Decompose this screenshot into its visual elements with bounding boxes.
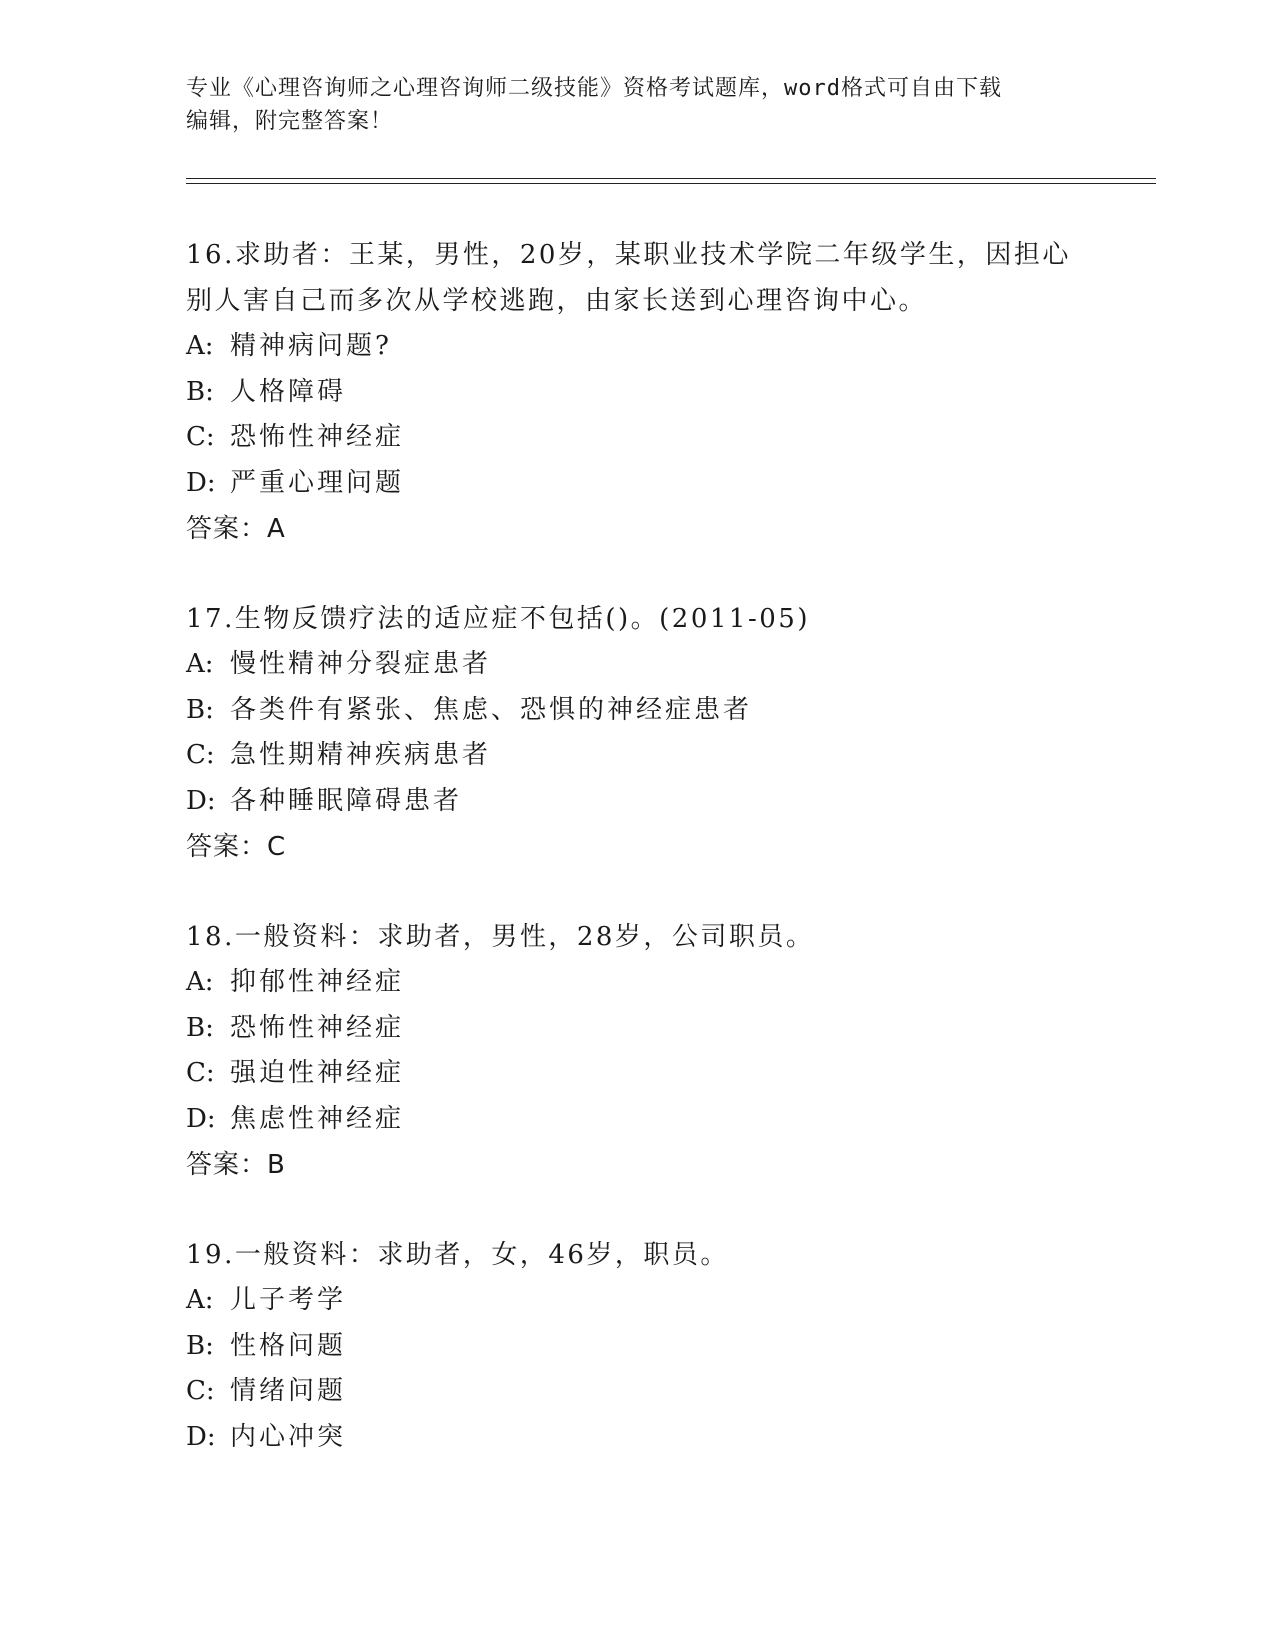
question-16 (186, 232, 1156, 552)
question-18 (186, 914, 1156, 1188)
option-letter: D: (186, 467, 216, 498)
option-c (186, 733, 1156, 779)
question-stem (186, 1232, 1086, 1278)
option-d (186, 779, 1156, 825)
question-stem-line: 17.生物反馈疗法的适应症不包括()。(2011-05) (186, 604, 810, 634)
option-letter: B: (186, 1330, 214, 1361)
option-text: 各类件有紧张、焦虑、恐惧的神经症患者 (230, 694, 753, 725)
option-a (186, 324, 1156, 370)
answer-line: 答案：B (186, 1150, 286, 1180)
option-letter: C: (186, 422, 215, 452)
option-text: 性格问题 (230, 1330, 347, 1361)
option-text: 抑郁性神经症 (230, 967, 405, 997)
question-stem (186, 232, 1086, 324)
option-letter: C: (186, 740, 215, 770)
answer-line: 答案：A (186, 514, 286, 544)
question-stem-line: 16.求助者：王某，男性，20岁，某职业技术学院二年级学生，因担心 (186, 240, 1071, 270)
question-stem-line: 19.一般资料：求助者，女，46岁，职员。 (186, 1240, 729, 1270)
option-a (186, 960, 1156, 1006)
option-c (186, 415, 1156, 461)
option-letter: A: (186, 331, 214, 361)
option-letter: D: (186, 785, 216, 816)
question-stem (186, 596, 1086, 642)
option-d (186, 1097, 1156, 1143)
option-letter: D: (186, 1103, 216, 1134)
document-header (186, 72, 1086, 138)
option-letter: D: (186, 1421, 216, 1452)
question-stem (186, 914, 1086, 960)
question-list (186, 232, 1156, 1504)
option-b (186, 1324, 1156, 1370)
option-d (186, 1415, 1156, 1461)
option-letter: A: (186, 967, 214, 997)
option-letter: B: (186, 376, 214, 407)
option-text: 焦虑性神经症 (230, 1103, 405, 1134)
option-text: 情绪问题 (230, 1376, 347, 1406)
header-line-2: 编辑，附完整答案！ (186, 109, 394, 134)
question-17 (186, 596, 1156, 870)
option-d (186, 461, 1156, 507)
option-text: 各种睡眠障碍患者 (230, 785, 463, 816)
option-b (186, 370, 1156, 416)
option-a (186, 1278, 1156, 1324)
question-19 (186, 1232, 1156, 1460)
option-b (186, 1006, 1156, 1052)
option-text: 强迫性神经症 (230, 1058, 405, 1088)
option-letter: B: (186, 1012, 214, 1043)
question-stem-line: 18.一般资料：求助者，男性，28岁，公司职员。 (186, 922, 815, 952)
option-text: 人格障碍 (230, 376, 347, 407)
option-text: 内心冲突 (230, 1421, 347, 1452)
option-letter: A: (186, 649, 214, 679)
option-text: 慢性精神分裂症患者 (230, 649, 492, 679)
option-letter: B: (186, 694, 214, 725)
option-text: 急性期精神疾病患者 (230, 740, 492, 770)
option-text: 恐怖性神经症 (230, 422, 405, 452)
option-c (186, 1051, 1156, 1097)
option-b (186, 688, 1156, 734)
option-c (186, 1369, 1156, 1415)
header-double-rule (186, 178, 1156, 184)
option-text: 精神病问题? (230, 331, 392, 361)
option-text: 儿子考学 (230, 1285, 347, 1315)
option-letter: A: (186, 1285, 214, 1315)
option-a (186, 642, 1156, 688)
question-stem-line: 别人害自己而多次从学校逃跑，由家长送到心理咨询中心。 (186, 286, 928, 316)
option-letter: C: (186, 1376, 215, 1406)
option-text: 恐怖性神经症 (230, 1012, 405, 1043)
answer-line: 答案：C (186, 832, 287, 862)
header-line-1: 专业《心理咨询师之心理咨询师二级技能》资格考试题库，word格式可自由下载 (186, 76, 1002, 101)
option-letter: C: (186, 1058, 215, 1088)
option-text: 严重心理问题 (230, 467, 405, 498)
